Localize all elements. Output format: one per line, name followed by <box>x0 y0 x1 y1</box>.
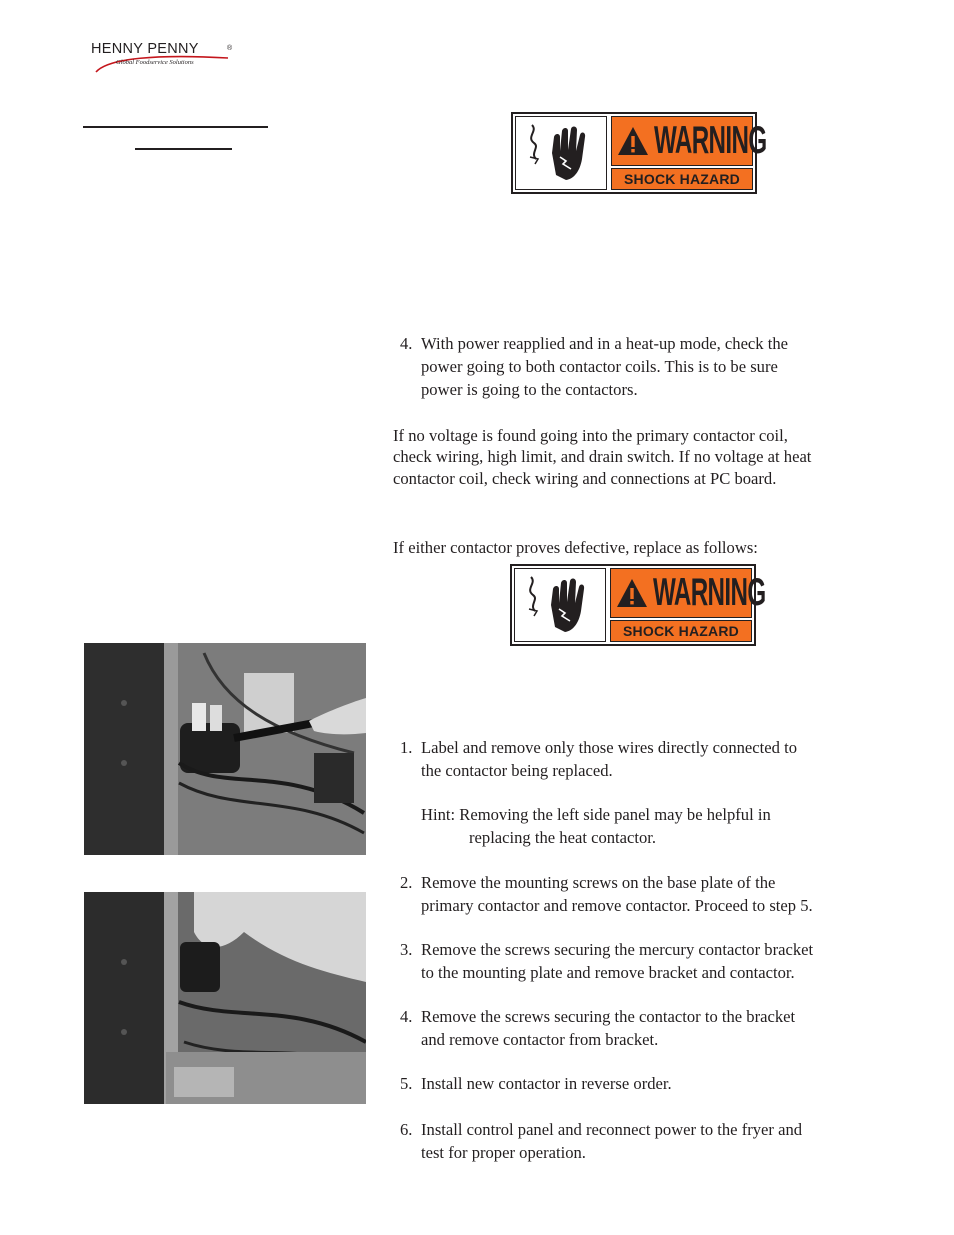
alert-triangle-icon <box>616 125 650 157</box>
step-text-line: the contactor being replaced. <box>421 761 613 780</box>
logo-registered-mark: ® <box>227 45 233 52</box>
contactor-photo-hand <box>84 892 366 1104</box>
step-number: 5. <box>400 1074 413 1093</box>
henny-penny-logo <box>88 38 248 74</box>
step-number: 2. <box>400 873 413 892</box>
replace-intro: If either contactor proves defective, replace as follows: <box>393 538 758 557</box>
header-rule-long <box>83 126 268 128</box>
shock-hazard-hand-icon <box>515 116 607 190</box>
warning-word: WARNING <box>654 119 767 162</box>
step-text-line: and remove contactor from bracket. <box>421 1030 659 1049</box>
logo-brand: HENNY PENNY <box>91 41 199 57</box>
step-text-line: power going to both contactor coils. This is to be sure <box>421 357 778 376</box>
step-text-line: Install new contactor in reverse order. <box>421 1074 672 1093</box>
warning-label-bottom <box>510 564 766 646</box>
shock-hazard-hand-icon <box>514 568 606 642</box>
alert-triangle-icon <box>615 577 649 609</box>
step-text-line: Remove the screws securing the contactor to the bracket <box>421 1007 796 1026</box>
paragraph-line: check wiring, high limit, and drain switch. If no voltage at heat <box>393 447 812 466</box>
step-number: 4. <box>400 334 413 353</box>
step-text-line: to the mounting plate and remove bracket and contactor. <box>421 963 795 982</box>
warning-subtitle: SHOCK HAZARD <box>610 620 752 642</box>
header-rule-short <box>135 148 232 150</box>
step-text-line: Install control panel and reconnect power to the fryer and <box>421 1120 803 1139</box>
contactor-photo-screwdriver <box>84 643 366 855</box>
step-text-line: power is going to the contactors. <box>421 380 638 399</box>
step-number: 6. <box>400 1120 413 1139</box>
step-text-line: test for proper operation. <box>421 1143 586 1162</box>
step-text-line: Remove the mounting screws on the base plate of the <box>421 873 776 892</box>
hint-line: Hint: Removing the left side panel may be helpful in <box>421 805 771 824</box>
warning-header <box>610 568 766 618</box>
paragraph-line: contactor coil, check wiring and connections at PC board. <box>393 469 777 488</box>
warning-word: WARNING <box>653 571 766 614</box>
warning-label-top <box>511 112 767 194</box>
paragraph-line: If no voltage is found going into the primary contactor coil, <box>393 426 788 445</box>
warning-header <box>611 116 767 166</box>
logo-tagline: Global Foodservice Solutions <box>116 59 194 66</box>
step-number: 1. <box>400 738 413 757</box>
step-number: 3. <box>400 940 413 959</box>
step-number: 4. <box>400 1007 413 1026</box>
warning-subtitle: SHOCK HAZARD <box>611 168 753 190</box>
hint-line: replacing the heat contactor. <box>469 828 657 847</box>
step-text-line: With power reapplied and in a heat-up mode, check the <box>421 334 789 353</box>
step-text-line: primary contactor and remove contactor. Proceed to step 5. <box>421 896 813 915</box>
step-text-line: Label and remove only those wires directly connected to <box>421 738 797 757</box>
step-text-line: Remove the screws securing the mercury contactor bracket <box>421 940 814 959</box>
